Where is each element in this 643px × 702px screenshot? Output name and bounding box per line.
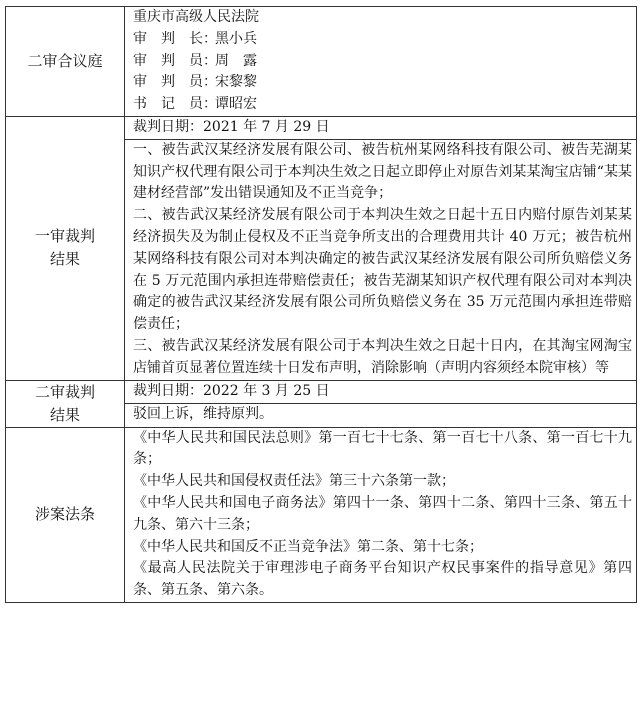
laws-content [125, 427, 637, 602]
judge-row [133, 72, 632, 94]
second-instance-label: 二审裁判 结果 [6, 380, 125, 427]
first-instance-date: 裁判日期：2021 年 7 月 29 日 [125, 116, 637, 139]
panel-row [6, 7, 637, 117]
first-instance-date-row [6, 116, 637, 139]
judge-name: 黑小兵 [215, 30, 257, 47]
law-item: 《中华人民共和国侵权责任法》第三十六条第一款； [133, 473, 455, 490]
judge-name: 宋黎黎 [215, 74, 257, 91]
result-item: 二、被告武汉某经济发展有限公司于本判决生效之日起十五日内赔付原告刘某某经济损失及为制止侵权及不正当竞争所支出的合理费用共计 40 万元；被告杭州某网络科技有限公司对本判决确定的被告武汉某经济发展有限公司所负赔偿义务在 5 万元范围内承担连带赔偿责任；被告芜湖某知识产权代理有限公司对本判决确定的被告武汉某经济发展有限公司所负赔偿义务在 35 万元范围内承担连带赔偿责任； [133, 207, 632, 333]
first-instance-label: 一审裁判 结果 [6, 116, 125, 380]
judge-title: 审 判 员： [133, 74, 217, 91]
judge-title: 书 记 员： [133, 96, 217, 113]
law-item: 《中华人民共和国反不正当竞争法》第二条、第十七条； [133, 538, 483, 555]
judgment-info-table [5, 6, 637, 603]
second-instance-date: 裁判日期：2022 年 3 月 25 日 [125, 380, 637, 404]
laws-row [6, 427, 637, 602]
result-item: 一、被告武汉某经济发展有限公司、被告杭州某网络科技有限公司、被告芜湖某知识产权代理有限公司于本判决生效之日起立即停止对原告刘某某淘宝店铺“某某建材经营部”发出错误通知及不正当竞争； [133, 141, 632, 202]
court-name: 重庆市高级人民法院 [133, 9, 259, 25]
law-item: 《中华人民共和国电子商务法》第四十一条、第四十二条、第四十三条、第五十九条、第六十三条； [133, 494, 632, 533]
judge-row [133, 94, 632, 116]
judge-row [133, 29, 632, 51]
judge-row [133, 51, 632, 73]
panel-label: 二审合议庭 [6, 7, 125, 117]
law-item: 《最高人民法院关于审理涉电子商务平台知识产权民事案件的指导意见》第四条、第五条、第六条。 [133, 560, 632, 599]
panel-content [125, 7, 637, 117]
judge-name: 周 露 [215, 52, 257, 69]
judge-name: 谭昭宏 [215, 96, 257, 113]
second-instance-result: 驳回上诉，维持原判。 [125, 404, 637, 428]
result-item: 三、被告武汉某经济发展有限公司于本判决生效之日起十日内，在其淘宝网淘宝店铺首页显著位置连续十日发布声明，消除影响（声明内容须经本院审核）等 [133, 337, 632, 376]
judge-title: 审 判 长： [133, 30, 217, 47]
judge-title: 审 判 员： [133, 52, 217, 69]
first-instance-result [125, 139, 637, 380]
second-instance-date-row [6, 380, 637, 404]
laws-label: 涉案法条 [6, 427, 125, 602]
law-item: 《中华人民共和国民法总则》第一百七十七条、第一百七十八条、第一百七十九条； [133, 429, 632, 468]
